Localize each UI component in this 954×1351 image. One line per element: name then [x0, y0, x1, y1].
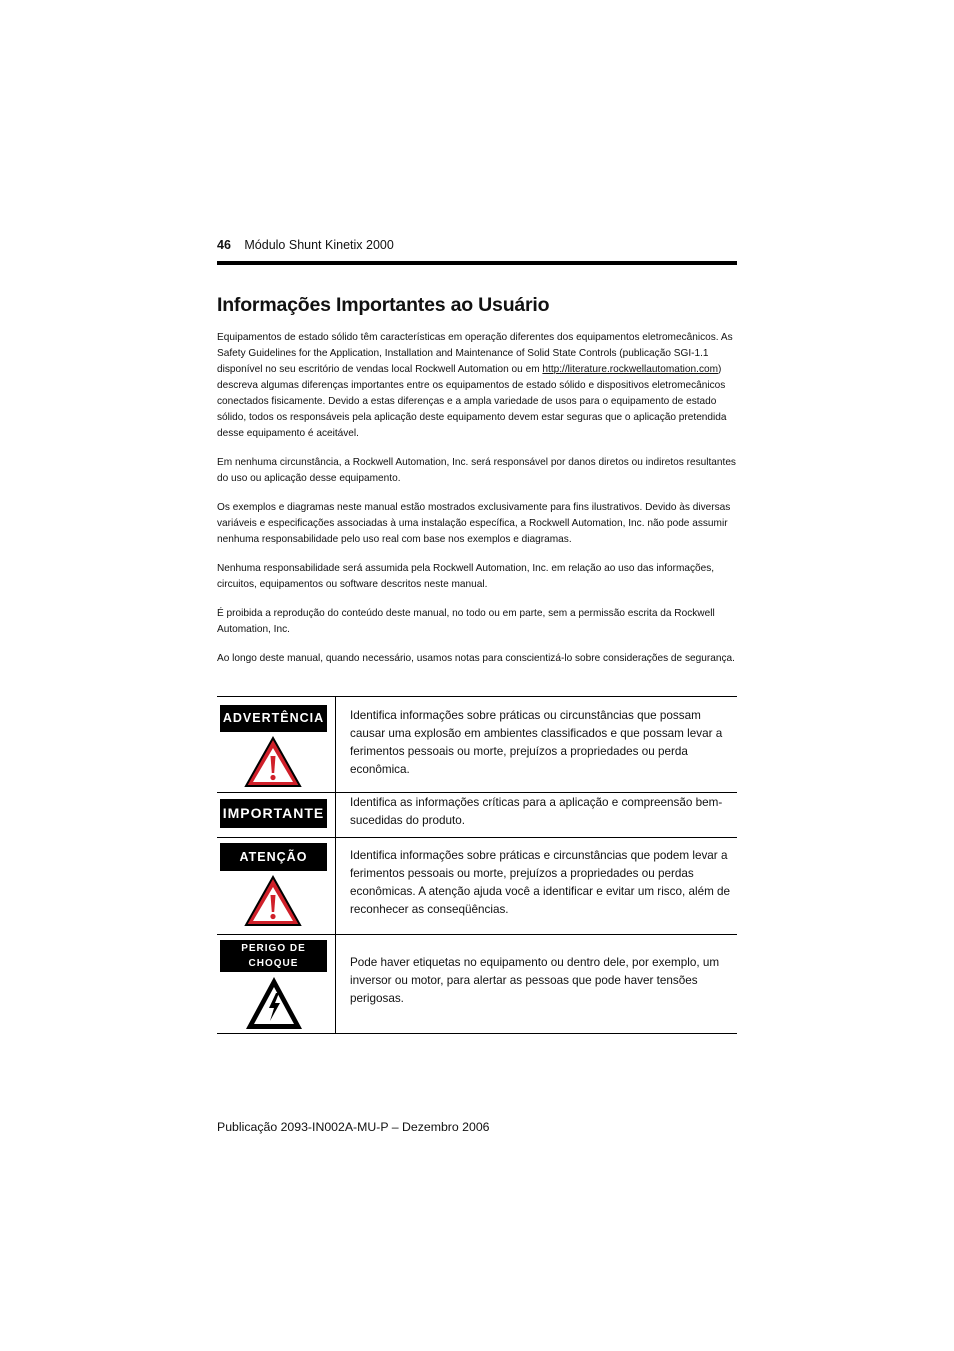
note-label-cell: [217, 935, 336, 1034]
paragraph-examples: Os exemplos e diagramas neste manual estão mostrados exclusivamente para fins ilustrativos. Devido às diversas variáveis e especificações associadas à uma instalação específica, a Rockwell Automation, Inc. não pode assumir nenhuma responsabilidade pelo uso real com base nos exemplos e diagramas.: [217, 502, 731, 545]
shock-text: Pode haver etiquetas no equipamento ou dentro dele, por exemplo, um inversor ou motor, para alertar as pessoas que pode haver tensões perigosas.: [350, 956, 720, 1005]
warning-text: Identifica informações sobre práticas ou circunstâncias que possam causar uma explosão em ambientes classificados e que possam levar a ferimentos pessoais ou morte, prejuízos a propriedades ou perda econômica.: [350, 709, 723, 776]
warning-badge: ADVERTÊNCIA: [220, 705, 327, 732]
note-row-shock: [217, 935, 737, 1034]
paragraph-notes-intro: Ao longo deste manual, quando necessário, usamos notas para conscientizá-lo sobre considerações de segurança.: [217, 653, 735, 664]
attention-badge: ATENÇÃO: [220, 843, 327, 871]
publication-footer: Publicação 2093-IN002A-MU-P – Dezembro 2006: [217, 1120, 490, 1134]
note-description-cell: [336, 838, 738, 935]
shock-badge: [220, 940, 327, 972]
running-header: [217, 238, 394, 252]
note-row-attention: [217, 838, 737, 935]
note-description-cell: [336, 793, 738, 838]
header-rule: [217, 261, 737, 265]
paragraph-text: Equipamentos de estado sólido têm características em operação diferentes dos equipamentos eletromecânicos. As Safety Guidelines for the Application, Installation and Maintenance of Solid State Controls (publicação SGI-1.1 disponível no seu escritório de vendas local Rockwell Automation ou em: [217, 332, 733, 375]
shock-badge-line1: PERIGO DE: [241, 943, 306, 954]
electric-shock-icon: [244, 975, 304, 1031]
safety-notes-table: [217, 696, 737, 1034]
note-description-cell: [336, 697, 738, 793]
paragraph-reproduction: É proibida a reprodução do conteúdo deste manual, no todo ou em parte, sem a permissão escrita da Rockwell Automation, Inc.: [217, 608, 715, 635]
section-title: Informações Importantes ao Usuário: [217, 294, 550, 316]
note-row-warning: [217, 697, 737, 793]
paragraph-safety-guidelines: [217, 330, 737, 442]
note-row-important: [217, 793, 737, 838]
note-label-cell: [217, 838, 336, 935]
note-description-cell: [336, 935, 738, 1034]
note-label-cell: [217, 793, 336, 838]
important-badge: IMPORTANTE: [220, 799, 327, 828]
warning-triangle-icon: [244, 735, 302, 789]
paragraph-liability: Em nenhuma circunstância, a Rockwell Automation, Inc. será responsável por danos diretos ou indiretos resultantes do uso ou aplicação desse equipamento.: [217, 457, 736, 484]
important-text: Identifica as informações críticas para a aplicação e compreensão bem-sucedidas do produto.: [350, 796, 723, 827]
attention-text: Identifica informações sobre práticas e circunstâncias que podem levar a ferimentos pessoais ou morte, prejuízos a propriedades ou perdas econômicas. A atenção ajuda você a identificar e evitar um risco, além de reconhecer as conseqüências.: [350, 849, 731, 916]
shock-badge-line2: CHOQUE: [248, 958, 299, 969]
paragraph-patent: Nenhuma responsabilidade será assumida pela Rockwell Automation, Inc. em relação ao uso das informações, circuitos, equipamentos ou software descritos neste manual.: [217, 563, 715, 590]
note-label-cell: [217, 697, 336, 793]
paragraph-text: ) descreva algumas diferenças importantes entre os equipamentos de estado sólido e dispositivos eletromecânicos conectados fisicamente. Devido a estas diferenças e a ampla variedade de usos para o equipamento de estado sólido, todos os responsáveis pela aplicação deste equipamento devem estar seguras que o aplicação pretendida desse equipamento é aceitável.: [217, 364, 727, 439]
header-title: Módulo Shunt Kinetix 2000: [244, 238, 394, 252]
literature-link[interactable]: http://literature.rockwellautomation.com: [542, 364, 719, 375]
warning-triangle-icon: [244, 874, 302, 928]
body-text: [217, 330, 737, 680]
page-number: 46: [217, 238, 231, 252]
